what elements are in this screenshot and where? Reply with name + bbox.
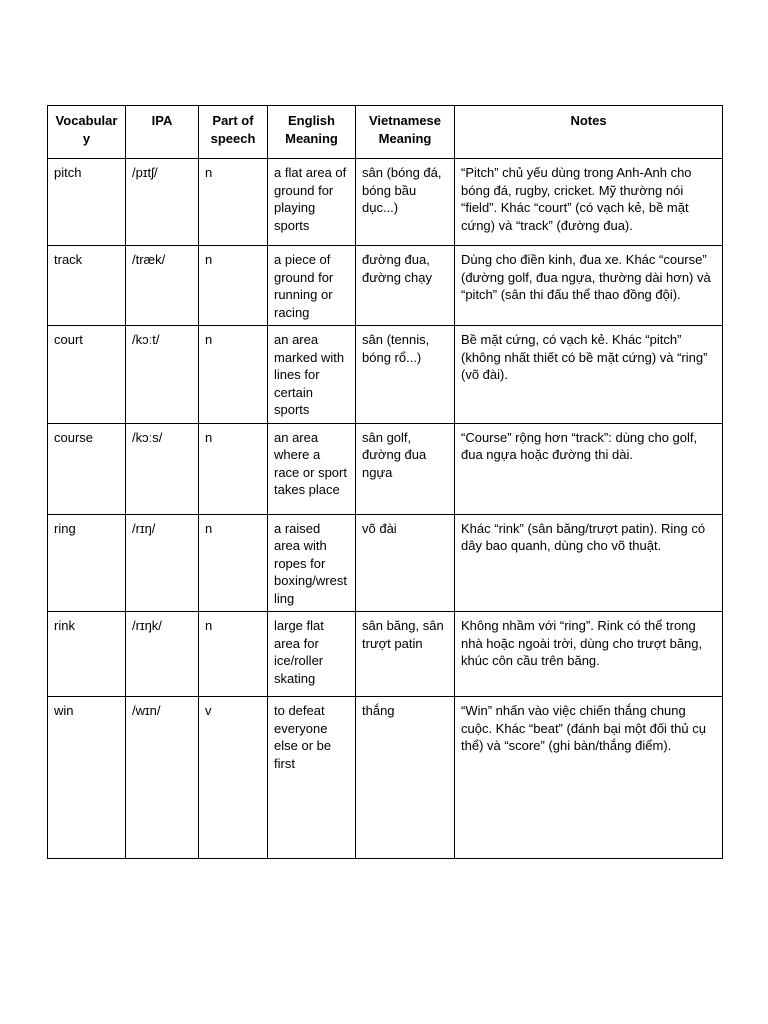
cell-english-meaning: a raised area with ropes for boxing/wrestling	[268, 514, 356, 612]
cell-part-of-speech: n	[199, 246, 268, 326]
cell-english-meaning: large flat area for ice/roller skating	[268, 612, 356, 697]
cell-ipa: /wɪn/	[126, 697, 199, 859]
table-row	[48, 423, 723, 514]
header-english-meaning: English Meaning	[268, 106, 356, 159]
cell-vietnamese-meaning: sân băng, sân trượt patin	[356, 612, 455, 697]
cell-ipa: /træk/	[126, 246, 199, 326]
cell-vocabulary: ring	[48, 514, 126, 612]
cell-english-meaning: an area marked with lines for certain sports	[268, 326, 356, 424]
table-row	[48, 326, 723, 424]
cell-notes: “Pitch” chủ yếu dùng trong Anh-Anh cho bóng đá, rugby, cricket. Mỹ thường nói “field”. Khác “court” (có vạch kẻ, bề mặt cứng) và “track” (đường đua).	[455, 159, 723, 246]
cell-vietnamese-meaning: sân (tennis, bóng rổ...)	[356, 326, 455, 424]
header-part-of-speech: Part of speech	[199, 106, 268, 159]
cell-english-meaning: an area where a race or sport takes place	[268, 423, 356, 514]
cell-part-of-speech: n	[199, 159, 268, 246]
table-row	[48, 697, 723, 859]
cell-english-meaning: a piece of ground for running or racing	[268, 246, 356, 326]
cell-vocabulary: pitch	[48, 159, 126, 246]
cell-part-of-speech: n	[199, 423, 268, 514]
table-header-row	[48, 106, 723, 159]
cell-vocabulary: court	[48, 326, 126, 424]
cell-notes: Bề mặt cứng, có vạch kẻ. Khác “pitch” (không nhất thiết có bề mặt cứng) và “ring” (võ đài).	[455, 326, 723, 424]
cell-notes: Khác “rink” (sân băng/trượt patin). Ring có dây bao quanh, dùng cho võ thuật.	[455, 514, 723, 612]
cell-ipa: /pɪtʃ/	[126, 159, 199, 246]
table-row	[48, 612, 723, 697]
document-page	[47, 105, 722, 859]
cell-vietnamese-meaning: võ đài	[356, 514, 455, 612]
cell-vocabulary: track	[48, 246, 126, 326]
cell-notes: “Win” nhấn vào việc chiến thắng chung cuộc. Khác “beat” (đánh bại một đối thủ cụ thể) và “score” (ghi bàn/thắng điểm).	[455, 697, 723, 859]
cell-notes: “Course” rộng hơn “track”: dùng cho golf, đua ngựa hoặc đường thi dài.	[455, 423, 723, 514]
cell-ipa: /rɪŋ/	[126, 514, 199, 612]
cell-vocabulary: win	[48, 697, 126, 859]
cell-ipa: /kɔːt/	[126, 326, 199, 424]
header-vietnamese-meaning: Vietnamese Meaning	[356, 106, 455, 159]
cell-ipa: /rɪŋk/	[126, 612, 199, 697]
table-row	[48, 159, 723, 246]
header-vocabulary: Vocabulary	[48, 106, 126, 159]
cell-vietnamese-meaning: sân (bóng đá, bóng bầu dục...)	[356, 159, 455, 246]
cell-vietnamese-meaning: đường đua, đường chạy	[356, 246, 455, 326]
table-row	[48, 246, 723, 326]
cell-english-meaning: to defeat everyone else or be first	[268, 697, 356, 859]
cell-vietnamese-meaning: sân golf, đường đua ngựa	[356, 423, 455, 514]
cell-part-of-speech: n	[199, 612, 268, 697]
cell-ipa: /kɔːs/	[126, 423, 199, 514]
cell-english-meaning: a flat area of ground for playing sports	[268, 159, 356, 246]
header-notes: Notes	[455, 106, 723, 159]
cell-vocabulary: rink	[48, 612, 126, 697]
cell-part-of-speech: n	[199, 326, 268, 424]
cell-part-of-speech: v	[199, 697, 268, 859]
cell-vietnamese-meaning: thắng	[356, 697, 455, 859]
header-ipa: IPA	[126, 106, 199, 159]
table-row	[48, 514, 723, 612]
cell-notes: Không nhầm với “ring”. Rink có thể trong nhà hoặc ngoài trời, dùng cho trượt băng, khúc côn cầu trên băng.	[455, 612, 723, 697]
cell-notes: Dùng cho điền kinh, đua xe. Khác “course” (đường golf, đua ngựa, thường dài hơn) và “pitch” (sân thi đấu thể thao đồng đội).	[455, 246, 723, 326]
cell-part-of-speech: n	[199, 514, 268, 612]
vocabulary-table	[47, 105, 723, 859]
cell-vocabulary: course	[48, 423, 126, 514]
